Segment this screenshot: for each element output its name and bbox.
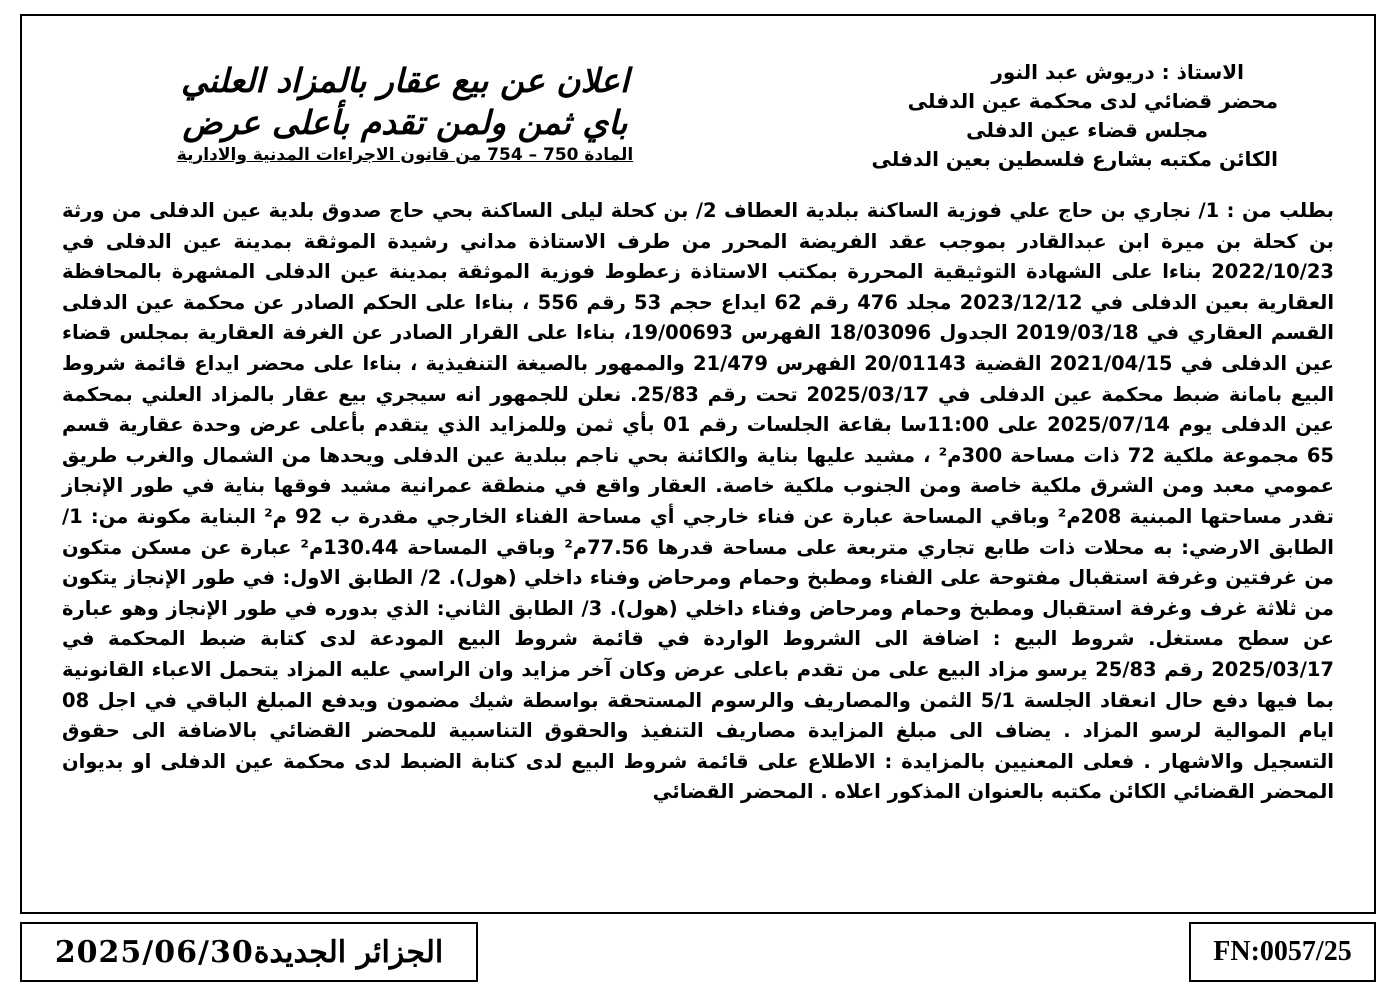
bailiff-header: [808, 58, 1278, 174]
legal-article-reference: المادة 750 – 754 من قانون الاجراءات المدنية والادارية: [176, 145, 634, 165]
office-address: الكائن مكتبه بشارع فلسطين بعين الدفلى: [871, 147, 1278, 171]
council-name: مجلس قضاء عين الدفلى: [966, 118, 1208, 142]
file-number-box: [1189, 922, 1376, 982]
announcement-body: بطلب من : 1/ نجاري بن حاج علي فوزية الساكنة ببلدية العطاف 2/ بن كحلة ليلى الساكنة بحي حاج صدوق بلدية عين الدفلى من ورثة بن كحلة بن ميرة ابن عبدالقادر بموجب عقد الفريضة المحرر من طرف الاستاذة مداني رشيدة الموثقة بمدينة عين الدفلى في 2022/10/23 بناءا على الشهادة التوثيقية المحررة بمكتب الاستاذة زعطوط فوزية الموثقة بمدينة عين الدفلى المشهرة بالمحافظة العقارية بعين الدفلى في 2023/12/12 مجلد 476 رقم 62 ايداع حجم 53 رقم 556 ، بناءا على الحكم الصادر عن محكمة عين الدفلى القسم العقاري في 2019/03/18 الجدول 18/03096 الفهرس 19/00693، بناءا على القرار الصادر عن الغرفة العقارية بمجلس قضاء عين الدفلى في 2021/04/15 القضية 20/01143 الفهرس 21/479 والممهور بالصيغة التنفيذية ، بناءا على محضر ايداع قائمة شروط البيع بامانة ضبط محكمة عين الدفلى في 2025/03/17 تحت رقم 25/83. نعلن للجمهور انه سيجري بيع عقار بالمزاد العلني بمحكمة عين الدفلى يوم 2025/07/14 على 11:00سا بقاعة الجلسات رقم 01 بأي ثمن وللمزايد الذي يتقدم بأعلى عرض وحدة عقارية قسم 65 مجموعة ملكية 72 ذات مساحة 300م² ، مشيد عليها بناية والكائنة بحي ناجم ببلدية عين الدفلى ويحدها من الشمال والغرب طريق عمومي معبد ومن الشرق ملكية خاصة ومن الجنوب ملكية خاصة. العقار واقع في منطقة عمرانية مشيد فوقها بناية في طور الإنجاز تقدر مساحتها المبنية 208م² وباقي المساحة عبارة عن فناء خارجي أي مساحة الفناء الخارجي مقدرة ب 92 م² البناية مكونة من: 1/ الطابق الارضي: به محلات ذات طابع تجاري متربعة على مساحة قدرها 77.56م² وباقي المساحة 130.44م² عبارة عن مسكن متكون من غرفتين وغرفة استقبال مفتوحة على الفناء ومطبخ وحمام ومرحاض وفناء داخلي (هول). 2/ الطابق الاول: في طور الإنجاز يتكون من ثلاثة غرف وغرفة استقبال ومطبخ وحمام ومرحاض وفناء داخلي (هول). 3/ الطابق الثاني: الذي بدوره في طور الإنجاز وهو عبارة عن سطح مستغل. شروط البيع : اضافة الى الشروط الواردة في قائمة شروط البيع المودعة لدى كتابة ضبط المحكمة في 2025/03/17 رقم 25/83 يرسو مزاد البيع على من تقدم باعلى عرض وكان آخر مزايد وان الراسي عليه المزاد يتحمل الاعباء القانونية بما فيها دفع حال انعقاد الجلسة 5/1 الثمن والمصاريف والرسوم المستحقة بواسطة شيك مضمون ويدفع المبلغ الباقي في اجل 08 ايام الموالية لرسو المزاد . يضاف الى مبلغ المزايدة مصاريف التنفيذ والحقوق التناسبية للمحضر القضائي بالاضافة الى حقوق التسجيل والاشهار . فعلى المعنيين بالمزايدة : الاطلاع على قائمة شروط البيع لدى كتابة الضبط لدى محكمة عين الدفلى او بديوان المحضر القضائي الكائن مكتبه بالعنوان المذكور اعلاه . المحضر القضائي: [62, 199, 1335, 804]
announcement-title-block: [110, 60, 700, 166]
newspaper-name: الجزائر الجديدة: [253, 934, 444, 970]
publication-date: 2025/06/30: [54, 934, 254, 970]
bailiff-role: محضر قضائي لدى محكمة عين الدفلى: [907, 89, 1278, 113]
newspaper-box: [20, 922, 478, 982]
announcement-title: اعلان عن بيع عقار بالمزاد العلني: [180, 61, 630, 100]
file-number: FN:0057/25: [1213, 936, 1352, 967]
bailiff-name: الاستاذ : دريوش عبد النور: [991, 60, 1244, 84]
announcement-subtitle: باي ثمن ولمن تقدم بأعلى عرض: [182, 103, 628, 142]
